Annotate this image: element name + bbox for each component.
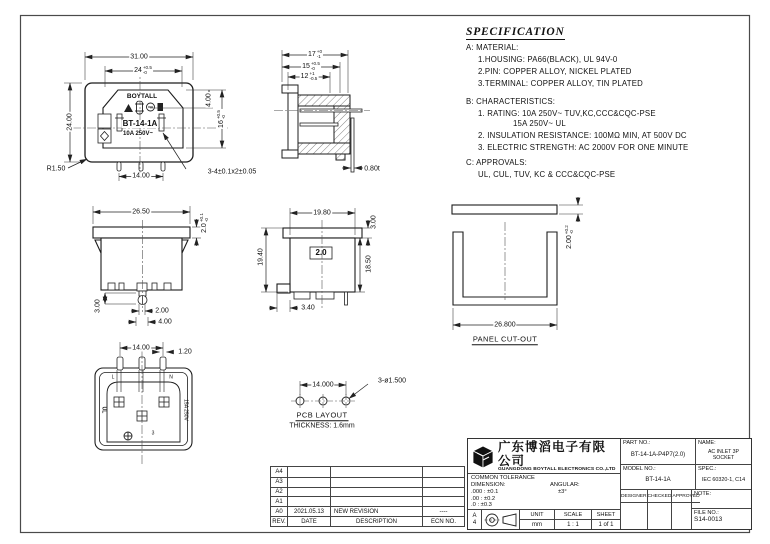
dim-side-height-total: 19.40 [257, 248, 265, 266]
dim-top-pin-w2: 4.00 [158, 318, 172, 326]
spec-material-item: 1.HOUSING: PA66(BLACK), UL 94V-0 [478, 55, 618, 64]
title-block [467, 438, 752, 530]
rear-terminal-l-label: L [111, 374, 115, 381]
rev-cell [330, 467, 422, 477]
designer-cell [621, 490, 648, 529]
name-value: AC INLET 3P SOCKET [707, 448, 740, 461]
dim-front-pin-offset: 4.00 [205, 93, 213, 107]
scale-cell [555, 510, 592, 529]
dim-side-width: 19.80 [313, 209, 331, 217]
tolerance-dimension-label: DIMENSION: [471, 482, 506, 488]
projection-symbol-cell [482, 510, 520, 529]
rev-cell: A3 [270, 477, 287, 487]
rev-cell [422, 487, 464, 497]
rev-cell: ---- [422, 506, 464, 516]
rev-cell [287, 487, 330, 497]
dim-section-depth3: 12 +1 -0.5 [300, 71, 318, 81]
spec-characteristics-item: 1. RATING: 10A 250V~ TUV,KC,CCC&CQC-PSE [478, 109, 656, 118]
unit-label: UNIT [520, 510, 554, 520]
dim-front-height: 24.00 [66, 113, 74, 131]
company-name-en: GUANGDONG BOYTALL ELECTRONICS CO.,LTD [498, 467, 616, 473]
dim-section-depth: 17 +0 -1 [307, 49, 323, 59]
projection-symbol-icon [484, 512, 518, 528]
rev-cell: 2021.05.13 [287, 506, 330, 516]
part-no-value: BT-14-1A-P4P7(2.0) [630, 451, 686, 458]
rev-cell: A0 [270, 506, 287, 516]
dim-rear-pin-thickness: 1.20 [178, 348, 192, 356]
rev-header-cell: DESCRIPTION [330, 516, 422, 526]
unit-cell [520, 510, 555, 529]
dim-panel-width: 26.800 [494, 321, 516, 329]
rev-cell [422, 496, 464, 506]
unit-value: mm [532, 521, 542, 528]
pcb-thickness-note: THICKNESS: 1.6mm [289, 422, 355, 430]
scale-value: 1 : 1 [567, 521, 579, 528]
part-no-cell [621, 439, 696, 464]
spec-material-item: 3.TERMINAL: COPPER ALLOY, TIN PLATED [478, 79, 643, 88]
front-brand-label: BOYTALL [126, 92, 158, 100]
front-model-label: BT-14-1A [122, 119, 158, 128]
spec-material-heading: A: MATERIAL: [466, 43, 519, 52]
rev-header-cell: ECN NO. [422, 516, 464, 526]
rear-rating-label: 15A 250V [182, 399, 189, 421]
rev-cell [422, 477, 464, 487]
side-view [261, 208, 372, 312]
dim-pcb-holes: 3-ø1.500 [377, 377, 407, 385]
dim-side-flange: 3.00 [370, 215, 378, 229]
dim-side-foot: 3.40 [301, 304, 315, 312]
spec-characteristics-item: 15A 250V~ UL [513, 119, 566, 128]
dim-panel-thickness: 2.00 +0.2 -0 [564, 225, 574, 249]
dim-front-pin-pitch: 14.00 [132, 172, 150, 180]
dim-side-height-body: 18.50 [365, 255, 373, 273]
dim-front-width: 31.00 [130, 53, 148, 61]
rev-header-cell: REV. [270, 516, 287, 526]
panel-cutout-view [452, 197, 583, 330]
sheet-size-number: 4 [472, 519, 477, 526]
top-view [93, 206, 201, 326]
rev-header-cell: DATE [287, 516, 330, 526]
rev-cell: A2 [270, 487, 287, 497]
rev-cell [422, 467, 464, 477]
dim-top-width: 26.50 [132, 208, 150, 216]
checked-cell [648, 490, 673, 529]
rev-cell [287, 496, 330, 506]
spec-characteristics-item: 3. ELECTRIC STRENGTH: AC 2000V FOR ONE MINUTE [478, 143, 689, 152]
dim-section-depth2: 15 +0.5 -0 [302, 61, 320, 71]
dim-pcb-pitch: 14.000 [312, 381, 334, 389]
dim-front-radius: R1.50 [46, 165, 66, 173]
approved-label: APPROVED [672, 490, 699, 503]
rev-cell: NEW REVISION [330, 506, 422, 516]
dim-top-pin-w: 2.00 [155, 307, 169, 315]
tolerance-title: COMMON TOLERANCE [471, 475, 535, 481]
model-no-value: BT-14-1A [645, 477, 671, 483]
company-name-cn: 广东博滔电子有限公司 [498, 438, 607, 468]
rear-terminal-3-label: 3 [151, 430, 155, 437]
name-cell [696, 439, 751, 464]
dim-top-pin-h: 3.00 [94, 299, 102, 313]
dim-rear-pitch: 14.00 [132, 344, 150, 352]
company-logo [470, 443, 496, 469]
dim-front-inner-width: 24 +0.5 -0 [134, 65, 152, 75]
panel-cutout-title: PANEL CUT-OUT [472, 334, 538, 344]
revision-table [270, 466, 465, 527]
name-label: NAME: [698, 440, 716, 446]
sheet-value: 1 of 1 [598, 521, 614, 528]
spec-approvals-heading: C: APPROVALS: [466, 158, 527, 167]
fuse-icon [135, 101, 144, 114]
sheet-size-cell [468, 510, 482, 529]
rev-cell [287, 477, 330, 487]
checked-label: CHECKED [648, 490, 672, 503]
model-no-label: MODEL NO.: [623, 466, 656, 472]
file-no-label: FILE NO.: [694, 510, 719, 516]
spec-title: SPECIFICATION [466, 26, 565, 38]
rear-terminal-n-label: N [169, 374, 173, 381]
tolerance-block [468, 474, 620, 510]
rev-cell [330, 477, 422, 487]
tolerance-row: .0 : ±0.3 [471, 502, 492, 508]
rev-cell: A4 [270, 467, 287, 477]
spec-material-item: 2.PIN: COPPER ALLOY, NICKEL PLATED [478, 67, 632, 76]
tolerance-row: .00 : ±0.2 [471, 495, 496, 502]
sheet-size-letter: A [472, 512, 477, 519]
dim-section-thickness: 0.80t [364, 165, 380, 173]
tolerance-angular-label: ANGULAR: [550, 482, 580, 488]
rev-cell [330, 496, 422, 506]
file-no-value: S14-0013 [694, 516, 723, 523]
spec-approvals-item: UL, CUL, TUV, KC & CCC&CQC-PSE [478, 170, 616, 179]
company-header [468, 439, 620, 474]
model-no-cell [621, 465, 696, 489]
note-cell: NOTE: [692, 490, 751, 509]
tolerance-row: .000 : ±0.1 [471, 489, 499, 495]
pcb-layout-title: PCB LAYOUT [296, 410, 348, 420]
spec-characteristics-item: 2. INSULATION RESISTANCE: 100MΩ MIN, AT 500V DC [478, 131, 687, 140]
spec-value: IEC 60320-1, C14 [701, 477, 746, 483]
designer-label: DESIGNER [621, 490, 647, 503]
spec-cell [696, 465, 751, 489]
rev-cell: A1 [270, 496, 287, 506]
rev-cell [330, 487, 422, 497]
rear-view [95, 342, 192, 464]
file-no-cell [692, 509, 751, 529]
sheet-cell [592, 510, 620, 529]
side-marking-label: 2.0 [315, 248, 327, 257]
sheet-label: SHEET [592, 510, 620, 520]
ground-icon [124, 432, 132, 440]
front-rating-label: 10A 250V~ [123, 131, 153, 137]
scale-label: SCALE [555, 510, 591, 520]
spec-characteristics-heading: B: CHARACTERISTICS: [466, 97, 556, 106]
cert-square-icon [158, 103, 164, 111]
tolerance-angular-value: ±3° [558, 489, 567, 495]
part-no-label: PART NO.: [623, 440, 651, 446]
spec-label: SPEC.: [698, 466, 717, 472]
section-view [274, 50, 370, 172]
dim-top-flange: 2.0 +0.1 -0 [199, 213, 209, 233]
dim-front-inner-height: 16 +0.5 -0 [216, 110, 226, 128]
dim-front-terminal: 3-4±0.1x2±0.05 [207, 168, 257, 176]
ul-mark: UL [100, 406, 107, 414]
rev-cell [287, 467, 330, 477]
